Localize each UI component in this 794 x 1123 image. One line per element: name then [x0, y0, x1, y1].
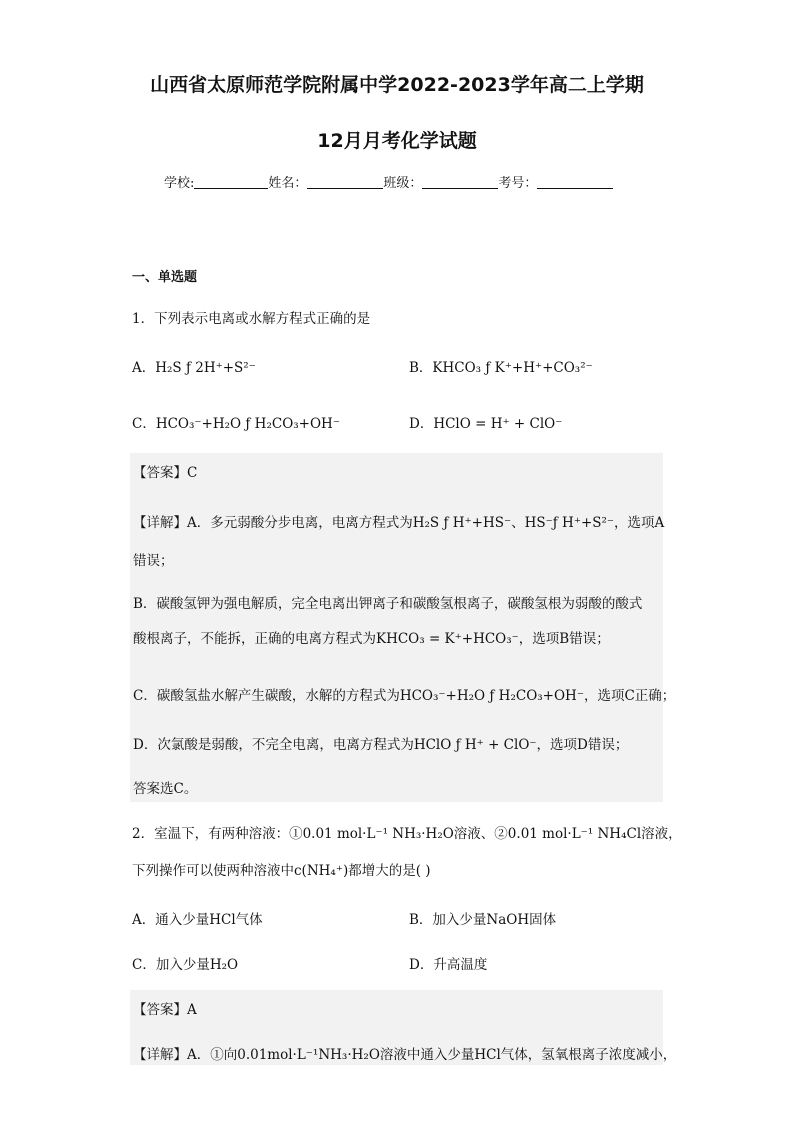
class-blank — [422, 175, 498, 189]
id-blank — [537, 175, 613, 189]
school-label: 学校: — [164, 176, 195, 191]
q1-option-b: B．KHCO₃ ƒ K⁺+H⁺+CO₃²⁻ — [409, 360, 593, 376]
q2-option-b: B．加入少量NaOH固体 — [409, 912, 557, 928]
q2-detail-line: 【详解】A．①向0.01mol·L⁻¹NH₃·H₂O溶液中通入少量HCl气体，氢氧根离子浓度减小， — [133, 1047, 677, 1063]
q1-stem: 1．下列表示电离或水解方程式正确的是 — [132, 311, 371, 327]
q2-option-c: C．加入少量H₂O — [132, 957, 239, 973]
name-label: 姓名： — [268, 176, 308, 191]
q1-detail-line: 答案选C。 — [133, 781, 198, 797]
doc-title-line1: 山西省太原师范学院附属中学2022-2023学年高二上学期 — [150, 74, 644, 96]
name-blank — [307, 175, 383, 189]
q1-option-a: A．H₂S ƒ 2H⁺+S²⁻ — [132, 360, 256, 376]
q1-detail-line: 错误； — [133, 553, 174, 569]
section-heading: 一、单选题 — [132, 270, 198, 285]
student-info-row — [164, 172, 613, 191]
q1-option-c: C．HCO₃⁻+H₂O ƒ H₂CO₃+OH⁻ — [132, 416, 340, 432]
q2-answer: 【答案】A — [133, 1002, 197, 1018]
q1-detail-line: C．碳酸氢盐水解产生碳酸，水解的方程式为HCO₃⁻+H₂O ƒ H₂CO₃+OH⁻，选项C正确； — [133, 688, 676, 704]
q1-detail-line: 【详解】A．多元弱酸分步电离，电离方程式为H₂S ƒ H⁺+HS⁻、HS⁻ƒ H⁺+S²⁻，选项A — [133, 515, 665, 531]
q1-detail-line: B．碳酸氢钾为强电解质，完全电离出钾离子和碳酸氢根离子，碳酸氢根为弱酸的酸式 — [133, 596, 643, 612]
doc-title-line2: 12月月考化学试题 — [317, 130, 477, 152]
q2-stem: 下列操作可以使两种溶液中c(NH₄⁺)都增大的是( ) — [132, 863, 431, 879]
q1-answer: 【答案】C — [133, 465, 198, 481]
q1-option-d: D．HClO = H⁺ + ClO⁻ — [409, 416, 563, 432]
q2-option-a: A．通入少量HCl气体 — [132, 912, 263, 928]
q2-option-d: D．升高温度 — [409, 957, 488, 973]
school-blank — [194, 175, 268, 189]
q1-detail-line: 酸根离子，不能拆，正确的电离方程式为KHCO₃ = K⁺+HCO₃⁻，选项B错误； — [133, 631, 610, 647]
q1-detail-line: D．次氯酸是弱酸，不完全电离，电离方程式为HClO ƒ H⁺ + ClO⁻，选项D错误； — [133, 737, 629, 753]
id-label: 考号： — [498, 176, 538, 191]
class-label: 班级： — [383, 176, 423, 191]
q2-stem: 2．室温下，有两种溶液：①0.01 mol·L⁻¹ NH₃·H₂O溶液、②0.01 mol·L⁻¹ NH₄Cl溶液， — [132, 826, 682, 842]
